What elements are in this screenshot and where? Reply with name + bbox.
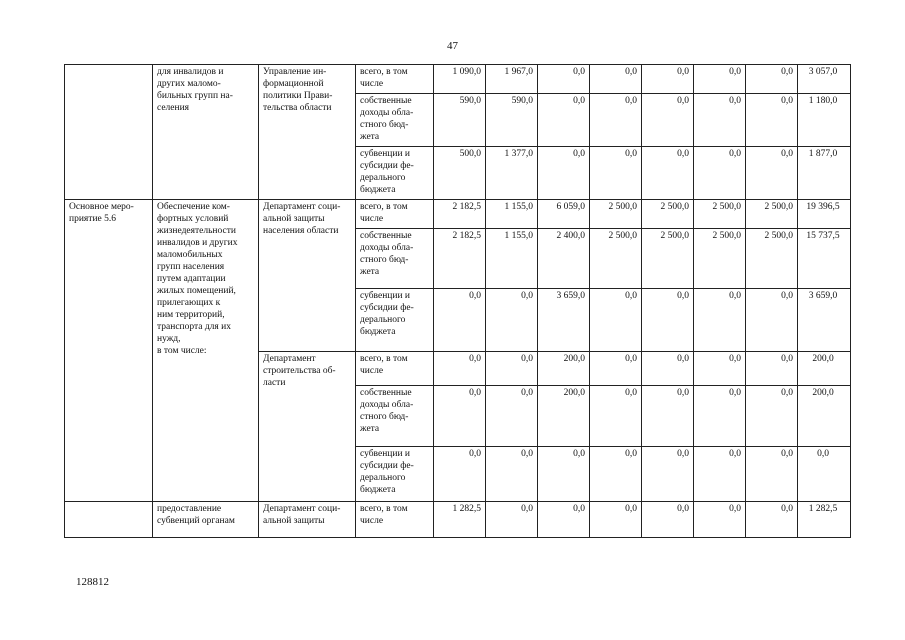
value-cell: 2 182,5 — [434, 229, 486, 289]
value-cell: 0,0 — [486, 386, 538, 447]
value-cell: 0,0 — [746, 447, 798, 502]
total-cell: 1 877,0 — [798, 147, 851, 200]
value-cell: 0,0 — [746, 65, 798, 94]
value-cell: 0,0 — [590, 447, 642, 502]
total-cell: 15 737,5 — [798, 229, 851, 289]
value-cell: 0,0 — [642, 289, 694, 352]
value-cell: 0,0 — [590, 289, 642, 352]
budget-table — [64, 64, 851, 538]
value-cell: 2 500,0 — [590, 200, 642, 229]
value-cell: 0,0 — [590, 502, 642, 538]
value-cell: 2 400,0 — [538, 229, 590, 289]
value-cell: 500,0 — [434, 147, 486, 200]
value-cell: 0,0 — [694, 147, 746, 200]
value-cell: 0,0 — [746, 502, 798, 538]
value-cell: 200,0 — [538, 386, 590, 447]
source-cell: всего, в том числе — [356, 65, 434, 94]
value-cell: 1 155,0 — [486, 229, 538, 289]
value-cell: 0,0 — [746, 386, 798, 447]
document-code: 128812 — [76, 576, 109, 588]
value-cell: 0,0 — [746, 352, 798, 386]
value-cell: 1 282,5 — [434, 502, 486, 538]
executor-cell: Управление ин- формационной политики Прави- тельства области — [259, 65, 356, 200]
value-cell: 1 967,0 — [486, 65, 538, 94]
total-cell: 200,0 — [798, 352, 851, 386]
value-cell: 590,0 — [434, 94, 486, 147]
value-cell: 2 500,0 — [590, 229, 642, 289]
source-cell: собственные доходы обла- стного бюд- жета — [356, 94, 434, 147]
page-number: 47 — [447, 40, 458, 52]
value-cell: 0,0 — [434, 289, 486, 352]
value-cell: 0,0 — [590, 94, 642, 147]
value-cell: 0,0 — [746, 94, 798, 147]
activity-cell: Основное меро- приятие 5.6 — [65, 200, 153, 502]
value-cell: 0,0 — [538, 502, 590, 538]
value-cell: 0,0 — [694, 65, 746, 94]
value-cell: 0,0 — [642, 447, 694, 502]
description-cell: для инвалидов и других маломо- бильных групп на- селения — [153, 65, 259, 200]
table-row — [65, 502, 851, 538]
value-cell: 0,0 — [746, 147, 798, 200]
source-cell: собственные доходы обла- стного бюд- жета — [356, 386, 434, 447]
value-cell: 3 659,0 — [538, 289, 590, 352]
source-cell: всего, в том числе — [356, 200, 434, 229]
value-cell: 0,0 — [746, 289, 798, 352]
value-cell: 2 500,0 — [746, 229, 798, 289]
total-cell: 3 659,0 — [798, 289, 851, 352]
source-cell: собственные доходы обла- стного бюд- жета — [356, 229, 434, 289]
value-cell: 2 500,0 — [642, 200, 694, 229]
value-cell: 0,0 — [642, 352, 694, 386]
value-cell: 0,0 — [434, 447, 486, 502]
value-cell: 0,0 — [538, 94, 590, 147]
executor-cell: Департамент соци- альной защиты населения области — [259, 200, 356, 352]
table-row — [65, 65, 851, 94]
total-cell: 1 180,0 — [798, 94, 851, 147]
value-cell: 6 059,0 — [538, 200, 590, 229]
value-cell: 2 182,5 — [434, 200, 486, 229]
description-cell: предоставление субвенций органам — [153, 502, 259, 538]
source-cell: всего, в том числе — [356, 502, 434, 538]
value-cell: 0,0 — [642, 502, 694, 538]
value-cell: 200,0 — [538, 352, 590, 386]
description-cell: Обеспечение ком- фортных условий жизнедеятельности инвалидов и других маломобильных групп населения путем адаптации жилых помещений, прилегающих к ним территорий, транспорта для их нужд, в том числе: — [153, 200, 259, 502]
value-cell: 0,0 — [590, 386, 642, 447]
value-cell: 0,0 — [486, 447, 538, 502]
value-cell: 0,0 — [434, 386, 486, 447]
executor-cell: Департамент соци- альной защиты — [259, 502, 356, 538]
value-cell: 0,0 — [642, 94, 694, 147]
value-cell: 2 500,0 — [746, 200, 798, 229]
value-cell: 2 500,0 — [642, 229, 694, 289]
executor-cell: Департамент строительства об- ласти — [259, 352, 356, 502]
value-cell: 0,0 — [538, 147, 590, 200]
value-cell: 0,0 — [694, 386, 746, 447]
value-cell: 0,0 — [486, 289, 538, 352]
value-cell: 0,0 — [642, 386, 694, 447]
value-cell: 0,0 — [642, 65, 694, 94]
value-cell: 590,0 — [486, 94, 538, 147]
source-cell: субвенции и субсидии фе- дерального бюджета — [356, 447, 434, 502]
value-cell: 0,0 — [538, 447, 590, 502]
value-cell: 0,0 — [590, 147, 642, 200]
value-cell: 1 090,0 — [434, 65, 486, 94]
value-cell: 0,0 — [642, 147, 694, 200]
value-cell: 2 500,0 — [694, 200, 746, 229]
total-cell: 1 282,5 — [798, 502, 851, 538]
value-cell: 0,0 — [694, 289, 746, 352]
value-cell: 0,0 — [694, 502, 746, 538]
value-cell: 2 500,0 — [694, 229, 746, 289]
value-cell: 1 155,0 — [486, 200, 538, 229]
value-cell: 0,0 — [694, 94, 746, 147]
value-cell: 0,0 — [486, 352, 538, 386]
value-cell: 0,0 — [590, 352, 642, 386]
activity-cell — [65, 65, 153, 200]
value-cell: 0,0 — [694, 447, 746, 502]
value-cell: 0,0 — [434, 352, 486, 386]
value-cell: 0,0 — [590, 65, 642, 94]
source-cell: субвенции и субсидии фе- дерального бюджета — [356, 289, 434, 352]
activity-cell — [65, 502, 153, 538]
total-cell: 19 396,5 — [798, 200, 851, 229]
total-cell: 0,0 — [798, 447, 851, 502]
value-cell: 0,0 — [694, 352, 746, 386]
value-cell: 1 377,0 — [486, 147, 538, 200]
source-cell: субвенции и субсидии фе- дерального бюджета — [356, 147, 434, 200]
total-cell: 3 057,0 — [798, 65, 851, 94]
source-cell: всего, в том числе — [356, 352, 434, 386]
value-cell: 0,0 — [486, 502, 538, 538]
total-cell: 200,0 — [798, 386, 851, 447]
table-row — [65, 200, 851, 229]
value-cell: 0,0 — [538, 65, 590, 94]
